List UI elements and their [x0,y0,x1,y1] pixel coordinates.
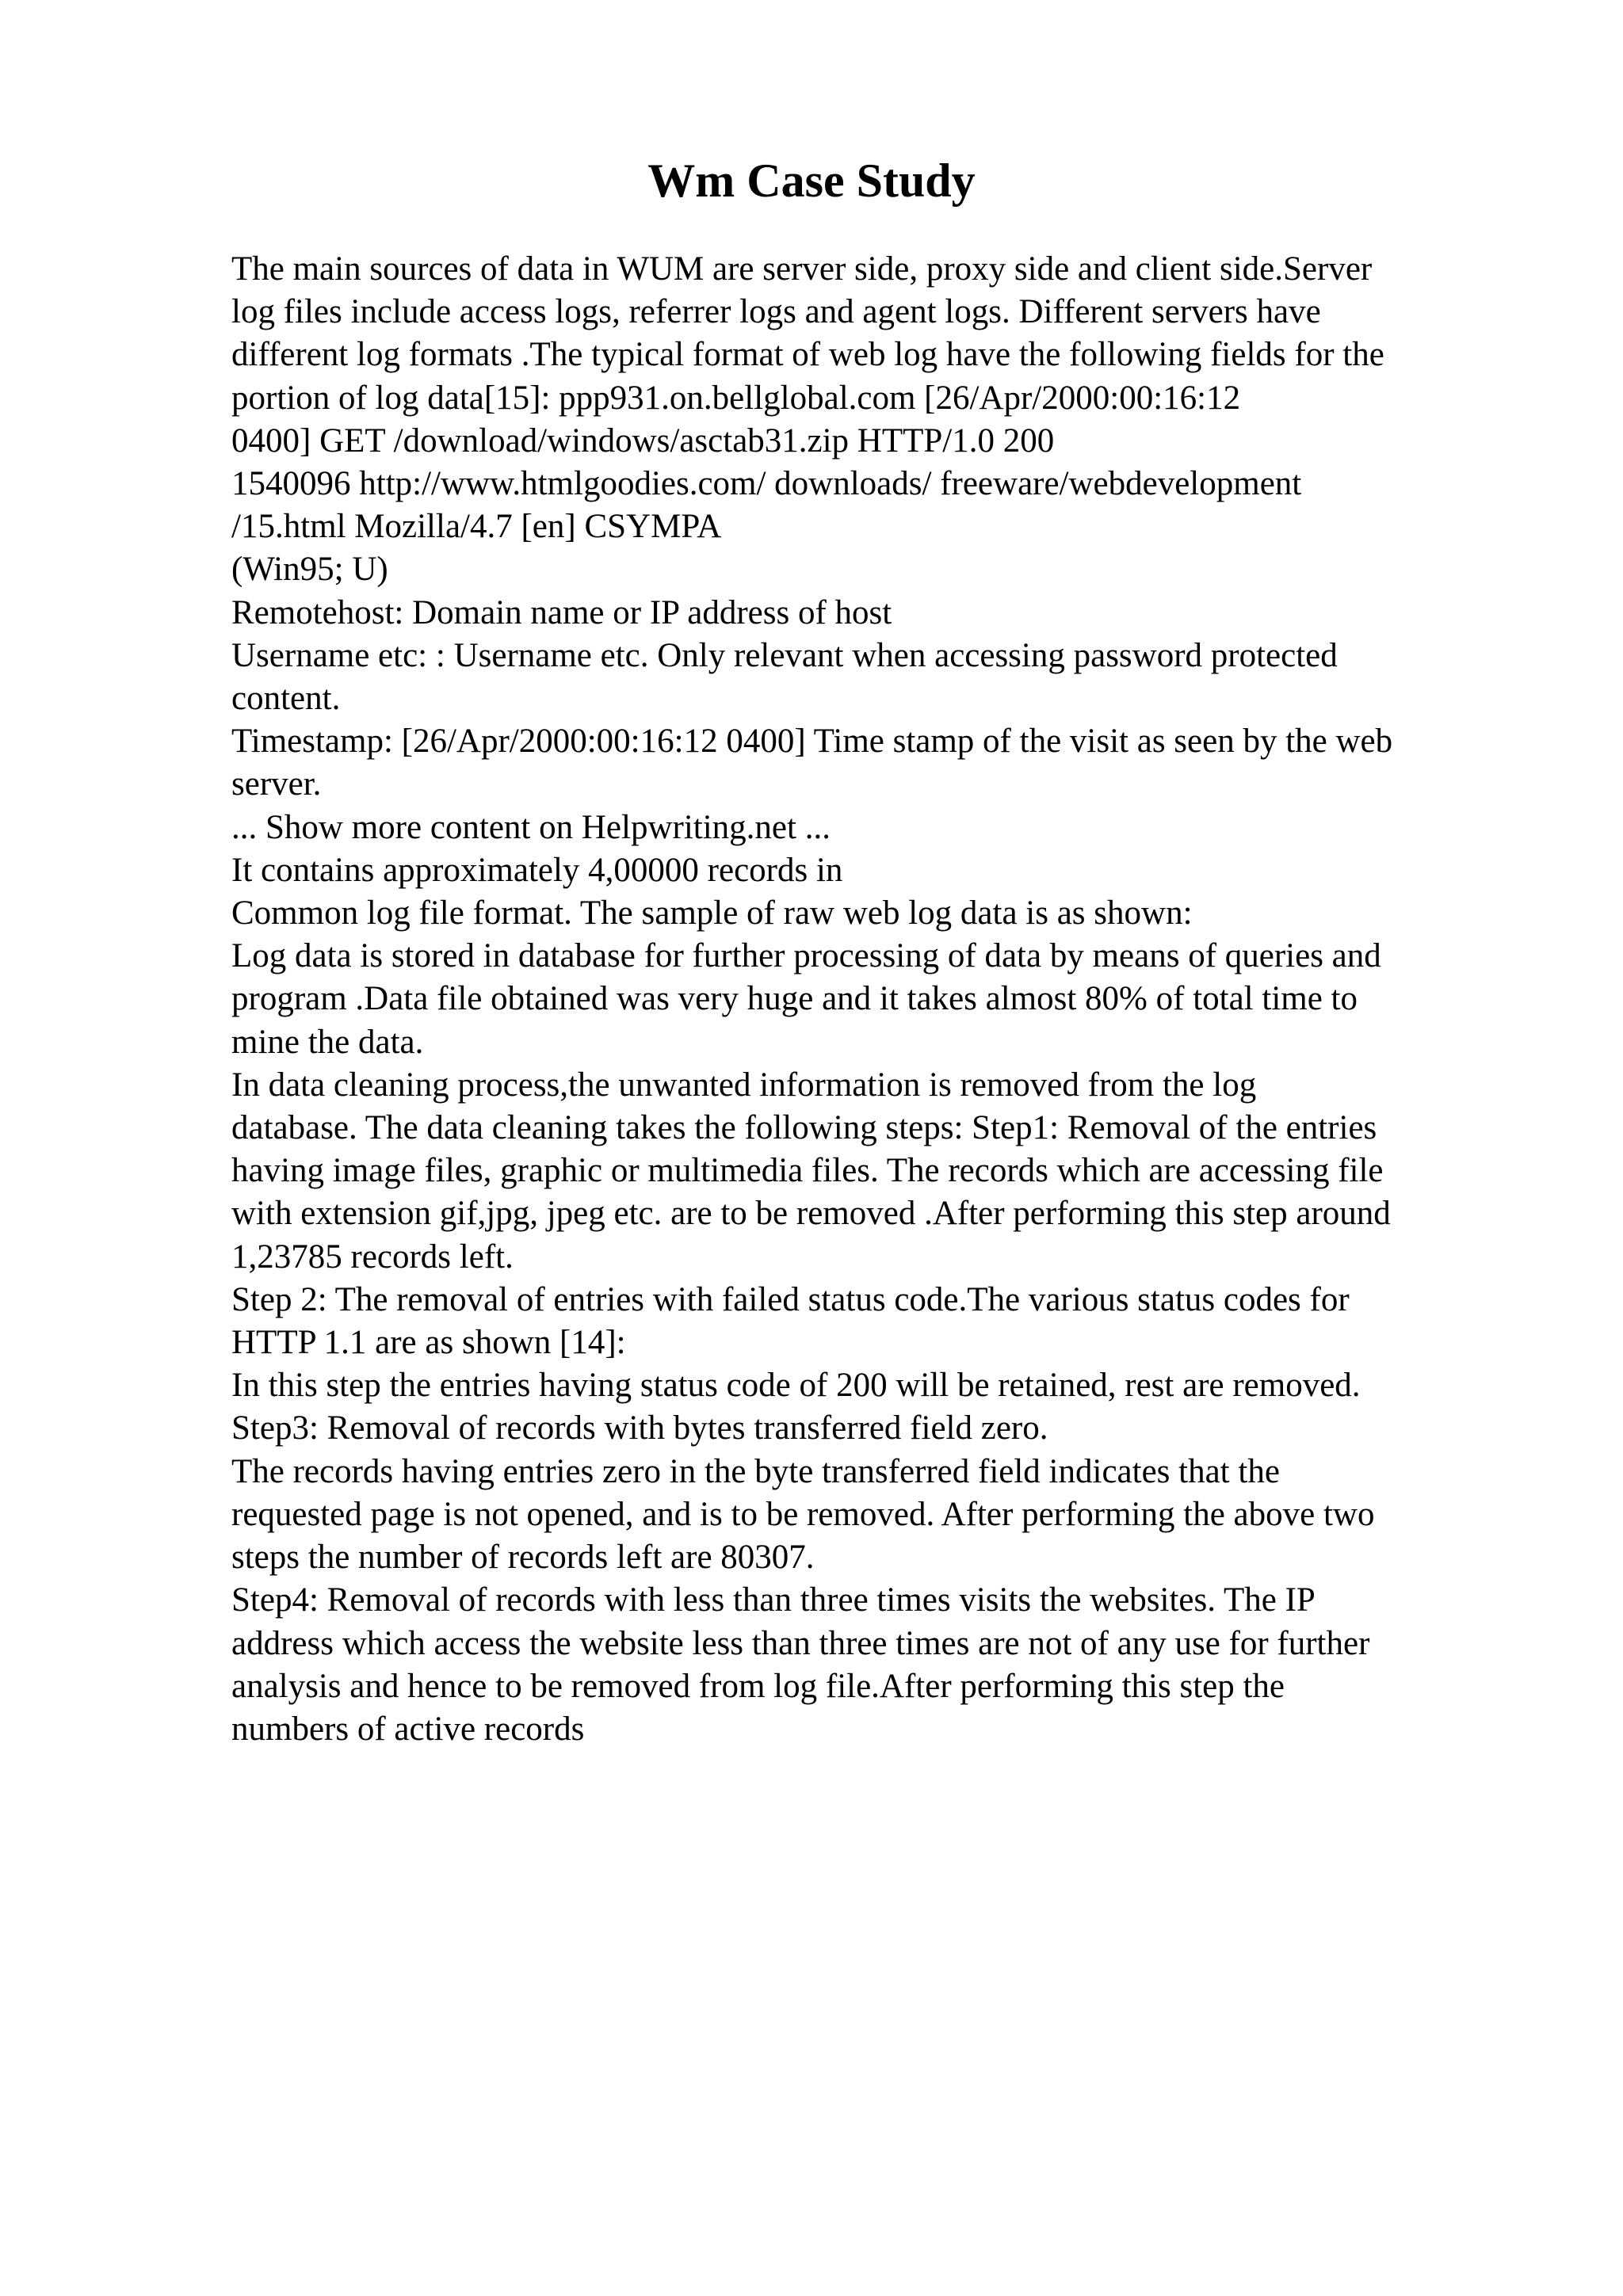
text-line: (Win95; U) [231,551,388,589]
text-line: Step 2: The removal of entries with failed status code.The various status codes for [231,1280,1350,1318]
text-line: It contains approximately 4,00000 records in [231,851,843,889]
text-line: portion of log data[15]: ppp931.on.bellglobal.com [26/Apr/2000:00:16:12 [231,379,1241,417]
text-line: Timestamp: [26/Apr/2000:00:16:12 0400] Time stamp of the visit as seen by the web [231,723,1393,761]
document-body [231,248,1515,1751]
text-line: different log formats .The typical format of web log have the following fields for the [231,336,1384,374]
text-line: address which access the website less than three times are not of any use for further [231,1624,1370,1662]
text-line: server. [231,765,322,803]
text-line: program .Data file obtained was very huge and it takes almost 80% of total time to [231,980,1358,1018]
text-line: /15.html Mozilla/4.7 [en] CSYMPA [231,508,722,546]
text-line: 1,23785 records left. [231,1238,514,1276]
text-line: database. The data cleaning takes the following steps: Step1: Removal of the entries [231,1109,1377,1147]
text-line: log files include access logs, referrer logs and agent logs. Different servers have [231,293,1321,331]
text-line: content. [231,680,341,718]
document-title: Wm Case Study [647,154,976,207]
text-line: Step3: Removal of records with bytes transferred field zero. [231,1409,1048,1447]
text-line: Log data is stored in database for further processing of data by means of queries and [231,937,1381,975]
text-line: having image files, graphic or multimedia files. The records which are accessing file [231,1152,1384,1190]
text-line: The main sources of data in WUM are server side, proxy side and client side.Server [231,250,1373,288]
text-line: requested page is not opened, and is to be removed. After performing the above two [231,1495,1375,1533]
text-line: Username etc: : Username etc. Only relevant when accessing password protected [231,636,1338,674]
text-line: 1540096 http://www.htmlgoodies.com/ downloads/ freeware/webdevelopment [231,465,1302,503]
text-line: with extension gif,jpg, jpeg etc. are to be removed .After performing this step around [231,1195,1391,1233]
show-more-line: ... Show more content on Helpwriting.net ... [231,808,831,846]
text-line: 0400] GET /download/windows/asctab31.zip HTTP/1.0 200 [231,421,1055,460]
text-line: numbers of active records [231,1710,585,1748]
text-line: mine the data. [231,1023,424,1061]
text-line: The records having entries zero in the byte transferred field indicates that the [231,1452,1280,1490]
text-line: analysis and hence to be removed from log file.After performing this step the [231,1667,1285,1705]
text-line: Step4: Removal of records with less than three times visits the websites. The IP [231,1581,1316,1619]
text-line: In data cleaning process,the unwanted information is removed from the log [231,1066,1257,1104]
text-line: steps the number of records left are 80307. [231,1539,815,1577]
text-line: Remotehost: Domain name or IP address of host [231,593,892,631]
text-line: HTTP 1.1 are as shown [14]: [231,1324,626,1362]
text-line: Common log file format. The sample of raw web log data is as shown: [231,894,1193,933]
text-line: In this step the entries having status code of 200 will be retained, rest are removed. [231,1367,1361,1405]
